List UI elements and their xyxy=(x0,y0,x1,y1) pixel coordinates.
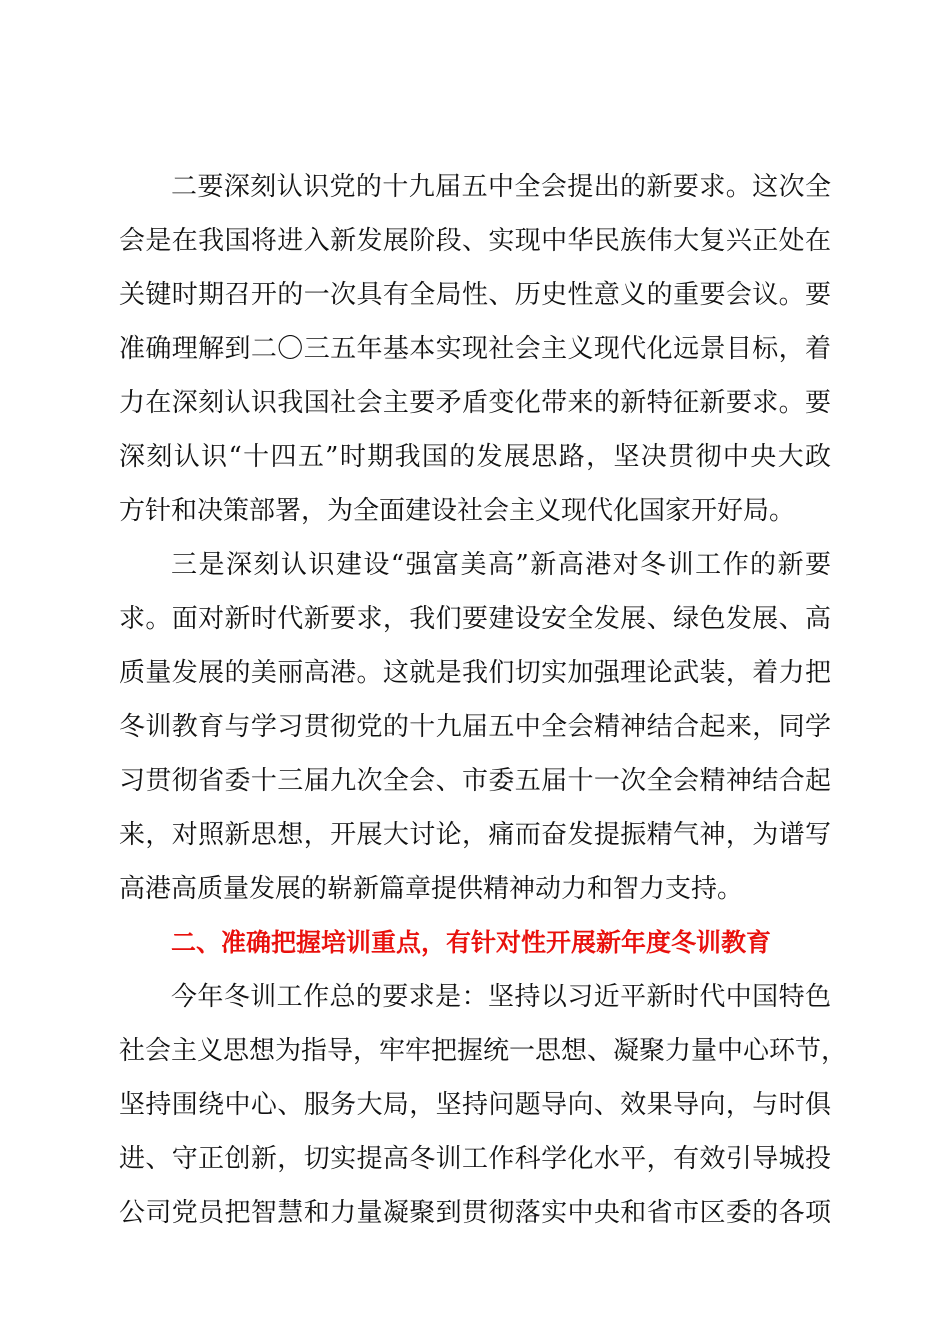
paragraph-gaogang-requirements xyxy=(119,538,831,916)
text-line: 三是深刻认识建设“强富美高”新高港对冬训工作的新要 xyxy=(171,550,831,580)
section-heading: 二、准确把握培训重点，有针对性开展新年度冬训教育 xyxy=(171,928,772,957)
paragraph-new-requirements xyxy=(119,160,831,538)
text-line: 习贯彻省委十三届九次全会、市委五届十一次全会精神结合起 xyxy=(119,766,831,796)
text-line: 准确理解到二〇三五年基本实现社会主义现代化远景目标，着 xyxy=(119,334,831,364)
document-body xyxy=(119,160,848,1240)
text-line: 进、守正创新，切实提高冬训工作科学化水平，有效引导城投 xyxy=(119,1144,831,1174)
text-line: 社会主义思想为指导，牢牢把握统一思想、凝聚力量中心环节， xyxy=(119,1036,848,1066)
text-line: 求。面对新时代新要求，我们要建设安全发展、绿色发展、高 xyxy=(119,604,831,634)
text-line: 会是在我国将进入新发展阶段、实现中华民族伟大复兴正处在 xyxy=(119,226,831,256)
text-line: 冬训教育与学习贯彻党的十九届五中全会精神结合起来，同学 xyxy=(119,712,831,742)
text-line: 质量发展的美丽高港。这就是我们切实加强理论武装，着力把 xyxy=(119,658,831,688)
text-line: 公司党员把智慧和力量凝聚到贯彻落实中央和省市区委的各项 xyxy=(119,1198,831,1228)
text-line: 关键时期召开的一次具有全局性、历史性意义的重要会议。要 xyxy=(119,280,831,310)
text-line: 今年冬训工作总的要求是：坚持以习近平新时代中国特色 xyxy=(171,982,831,1012)
text-line: 高港高质量发展的崭新篇章提供精神动力和智力支持。 xyxy=(119,874,744,904)
text-line: 深刻认识“十四五”时期我国的发展思路，坚决贯彻中央大政 xyxy=(119,442,831,472)
text-line: 坚持围绕中心、服务大局，坚持问题导向、效果导向，与时俱 xyxy=(119,1090,831,1120)
text-line: 来，对照新思想，开展大讨论，痛而奋发提振精气神，为谱写 xyxy=(119,820,831,850)
text-line: 方针和决策部署，为全面建设社会主义现代化国家开好局。 xyxy=(119,496,796,526)
text-line: 二要深刻认识党的十九届五中全会提出的新要求。这次全 xyxy=(171,172,831,202)
text-line: 力在深刻认识我国社会主要矛盾变化带来的新特征新要求。要 xyxy=(119,388,831,418)
paragraph-winter-training xyxy=(119,970,848,1240)
